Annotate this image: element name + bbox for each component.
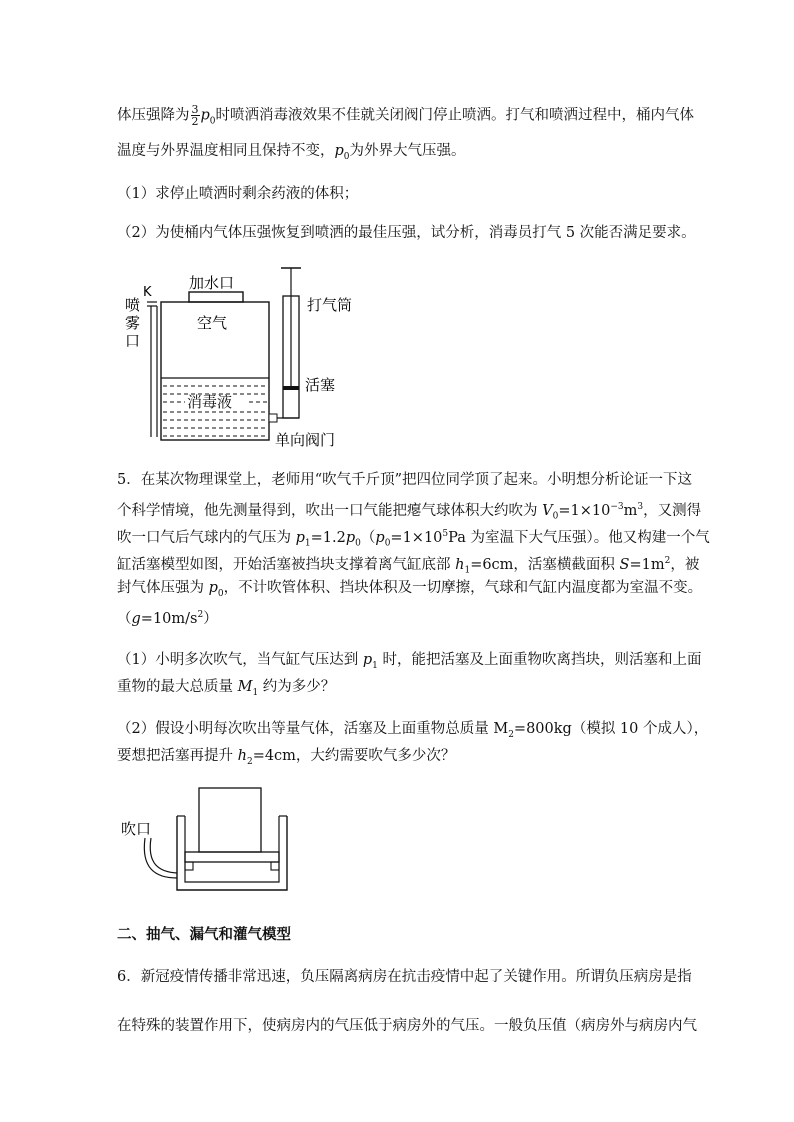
piston — [185, 852, 279, 862]
liquid-label: 消毒液 — [187, 393, 233, 411]
pump-piston — [283, 386, 299, 390]
cylinder-outer — [177, 816, 287, 890]
weight-block — [199, 788, 261, 852]
q5-sub-question-2-line-1: （2）假设小明每次吹出等量气体，活塞及上面重物总质量 $M_2=800kg$（模拟 10 个成人）， — [117, 721, 709, 740]
spray-label-1: 喷 — [125, 296, 141, 314]
section-heading: 二、抽气、漏气和灌气模型 — [117, 927, 291, 943]
spray-label-3: 口 — [125, 332, 141, 350]
stopper-right — [271, 862, 279, 870]
blow-jack-diagram — [115, 778, 305, 898]
fraction: $\frac{3}{2}$ — [191, 103, 199, 128]
q5-sub-question-2-line-2: 要想把活塞再提升 $h_2=4cm$，大约需要吹气多少次？ — [117, 748, 456, 767]
q5-line-1: 5．在某次物理课堂上，老师用“吹气千斤顶”把四位同学顶了起来。小明想分析论证一下这 — [117, 472, 693, 488]
inlet-label: 加水口 — [189, 274, 235, 292]
q4-line-1: 体压强降为 $\frac{3}{2}$ $p_0$时喷洒消毒液效果不佳就关闭阀门停止喷洒。打气和喷洒过程中，桶内气体 — [117, 103, 695, 128]
blow-port-label: 吹口 — [121, 820, 152, 838]
air-label: 空气 — [197, 314, 228, 332]
q6-line-1: 6．新冠疫情传播非常迅速，负压隔离病房在抗击疫情中起了关键作用。所谓负压病房是指 — [117, 969, 692, 985]
q4-sub-question-1: （1）求停止喷洒时剩余药液的体积； — [117, 186, 359, 202]
pump-label: 打气筒 — [307, 296, 353, 314]
q6-line-2: 在特殊的装置作用下，使病房内的气压低于病房外的气压。一般负压值（病房外与病房内气 — [117, 1018, 697, 1034]
q5-sub-question-1-line-2: 重物的最大总质量 $M_1$ 约为多少？ — [117, 679, 336, 698]
q5-line-2: 个科学情境，他先测量得到，吹出一口气能把瘪气球体积大约吹为 $V_0=1\times 10^{-3}m^3$，又测得 — [117, 502, 702, 522]
spray-label-2: 雾 — [125, 314, 141, 332]
valve-label: 单向阀门 — [275, 431, 336, 449]
q5-line-6: $(g=10m/s^2)$ — [117, 610, 218, 627]
q5-line-5: 封气体压强为 $p_0$，不计吹管体积、挡块体积及一切摩擦，气球和气缸内温度都为室温不变。 — [117, 580, 703, 599]
valve-k-label: K — [143, 285, 152, 300]
q4-line-2: 温度与外界温度相同且保持不变，$p_0$为外界大气压强。 — [117, 143, 466, 162]
q5-line-4: 缸活塞模型如图，开始活塞被挡块支撑着离气缸底部 $h_1=6cm$，活塞横截面积 $S=1m^2$，被 — [117, 556, 700, 576]
q4-sub-question-2: （2）为使桶内气体压强恢复到喷洒的最佳压强，试分析，消毒员打气 5 次能否满足要求。 — [117, 225, 696, 241]
sprayer-diagram — [115, 262, 375, 452]
stopper-left — [185, 862, 193, 870]
q5-sub-question-1-line-1: （1）小明多次吹气，当气缸气压达到 $p_1$ 时，能把活塞及上面重物吹离挡块，则活塞和上面 — [117, 652, 702, 671]
piston-label: 活塞 — [305, 376, 336, 394]
q5-line-3: 吹一口气后气球内的气压为 $p_1=1.2p_0(p_0=1\times 10^5Pa$ 为室温下大气压强）。他又构建一个气 — [117, 529, 710, 549]
